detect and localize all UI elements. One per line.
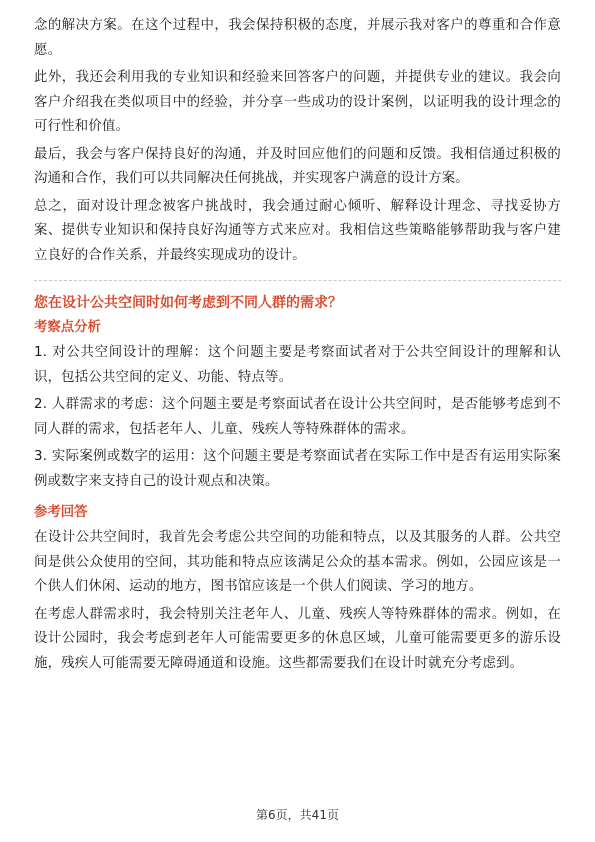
body-paragraph: 念的解决方案。在这个过程中，我会保持积极的态度，并展示我对客户的尊重和合作意愿。 — [34, 18, 561, 58]
body-paragraph: 总之，面对设计理念被客户挑战时，我会通过耐心倾听、解释设计理念、寻找妥协方案、提供专业知识和保持良好沟通等方式来应对。我相信这些策略能够帮助我与客户建立良好的合作关系，并最终实现成功的设计。 — [34, 198, 561, 263]
body-paragraph: 此外，我还会利用我的专业知识和经验来回答客户的问题，并提供专业的建议。我会向客户介绍我在类似项目中的经验，并分享一些成功的设计案例，以证明我的设计理念的可行性和价值。 — [34, 70, 561, 134]
answer-paragraph: 在设计公共空间时，我首先会考虑公共空间的功能和特点，以及其服务的人群。公共空间是供公众使用的空间，其功能和特点应该满足公众的基本需求。例如，公园应该是一个供人们休闲、运动的地方，图书馆应该是一个供人们阅读、学习的地方。 — [34, 530, 561, 594]
analysis-heading: 考察点分析 — [34, 320, 101, 335]
question-title: 您在设计公共空间时如何考虑到不同人群的需求？ — [34, 295, 342, 311]
analysis-item: 3. 实际案例或数字的运用：这个问题主要是考察面试者在实际工作中是否有运用实际案例或数字来支持自己的设计观点和决策。 — [34, 449, 561, 489]
answer-heading: 参考回答 — [34, 505, 88, 520]
document-page — [34, 14, 561, 679]
section-divider — [34, 280, 561, 281]
body-paragraph: 最后，我会与客户保持良好的沟通，并及时回应他们的问题和反馈。我相信通过积极的沟通和合作，我们可以共同解决任何挑战，并实现客户满意的设计方案。 — [34, 146, 561, 186]
page-number: 第6页，共41页 — [256, 808, 339, 822]
analysis-item: 2. 人群需求的考虑：这个问题主要是考察面试者在设计公共空间时，是否能够考虑到不同人群的需求，包括老年人、儿童、残疾人等特殊群体的需求。 — [34, 397, 561, 437]
answer-paragraph: 在考虑人群需求时，我会特别关注老年人、儿童、残疾人等特殊群体的需求。例如，在设计公园时，我会考虑到老年人可能需要更多的休息区域，儿童可能需要更多的游乐设施，残疾人可能需要无障碍通道和设施。这些都需要我们在设计时就充分考虑到。 — [34, 606, 561, 671]
analysis-item: 1. 对公共空间设计的理解：这个问题主要是考察面试者对于公共空间设计的理解和认识，包括公共空间的定义、功能、特点等。 — [34, 345, 561, 385]
